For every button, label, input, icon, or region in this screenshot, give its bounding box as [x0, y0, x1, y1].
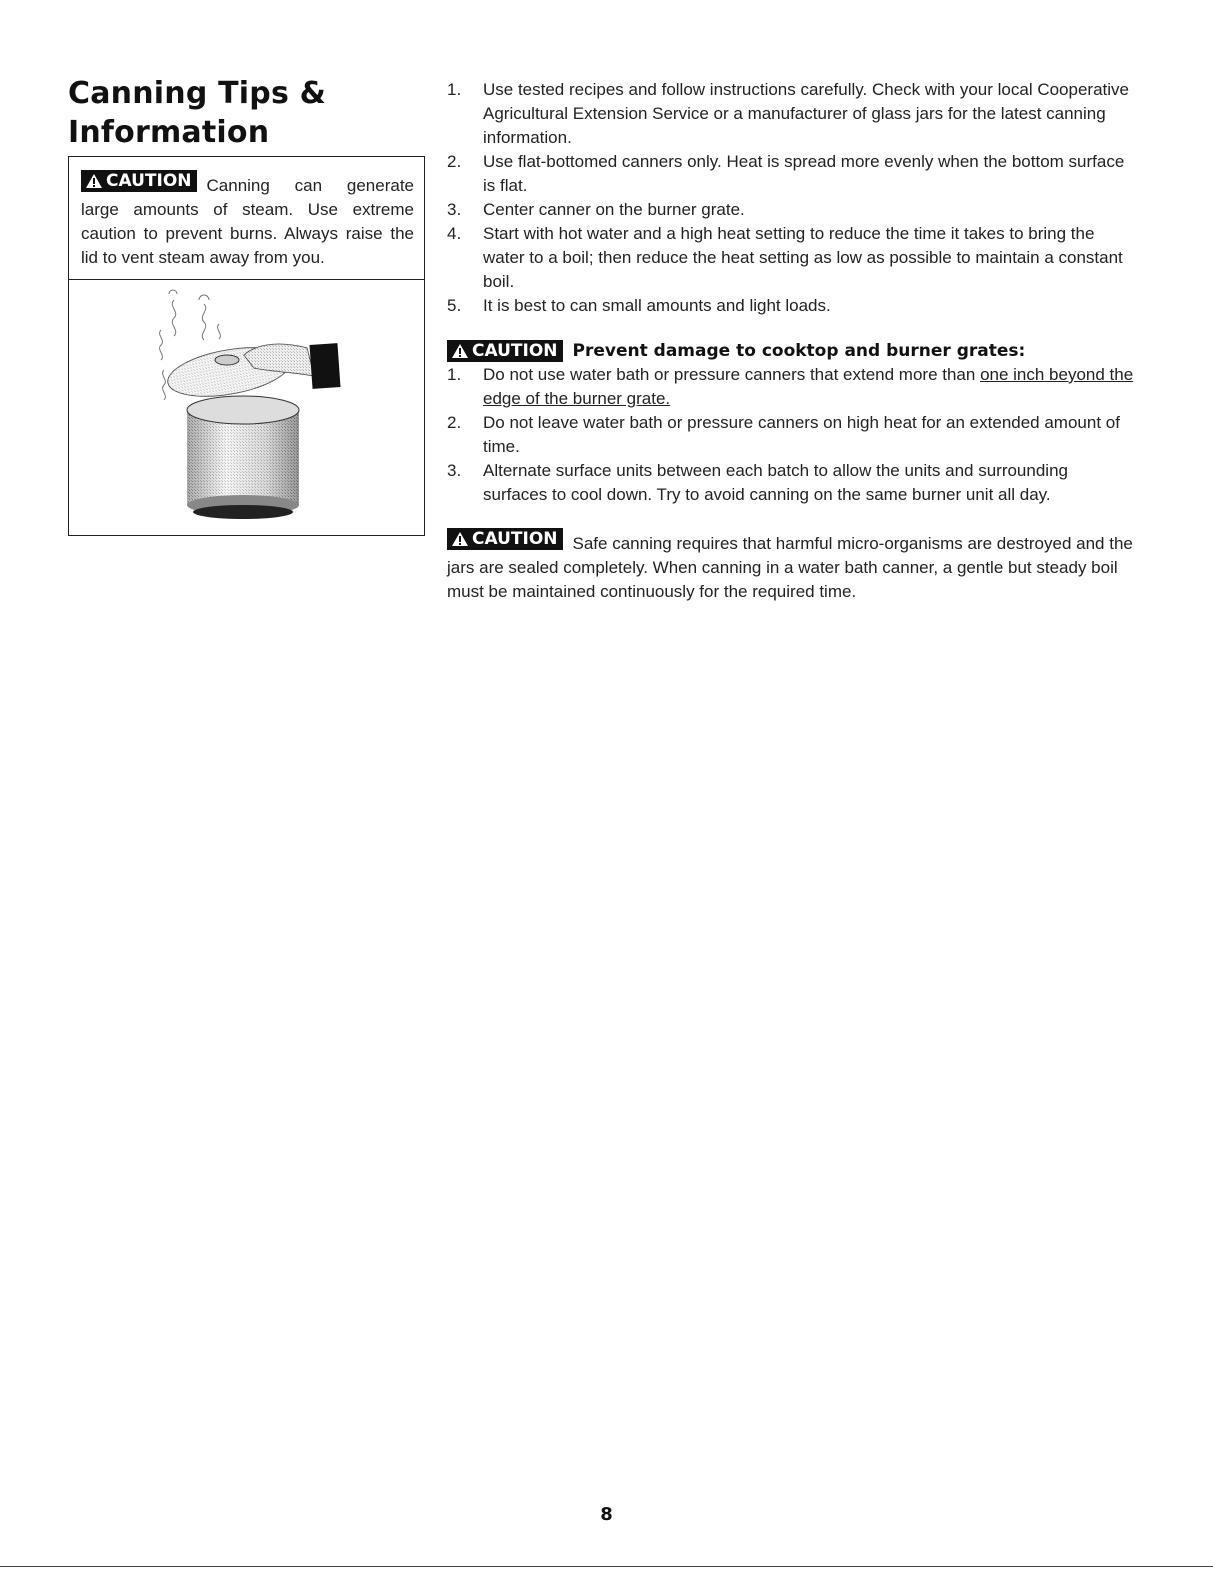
list-item — [447, 198, 1135, 222]
list-item-underlined-text: one inch beyond the edge of the burner grate. — [483, 365, 1134, 408]
list-item-number: 2. — [447, 152, 462, 171]
list-item-text: Do not leave water bath or pressure canners on high heat for an extended amount of time. — [483, 413, 1120, 456]
instructions-column — [447, 78, 1135, 604]
list-item — [447, 411, 1135, 459]
list-item — [447, 459, 1135, 507]
warning-triangle-icon — [85, 173, 103, 189]
list-item — [447, 294, 1135, 318]
caution-badge-label: CAUTION — [472, 529, 558, 549]
list-item-number: 5. — [447, 296, 462, 315]
list-item-number: 1. — [447, 365, 462, 384]
caution-badge-label: CAUTION — [106, 171, 192, 191]
caution-badge — [447, 528, 563, 550]
page-title-line-1: Canning Tips & — [68, 76, 327, 111]
damage-caution-heading — [447, 339, 1135, 363]
list-item-text: Alternate surface units between each batch to allow the units and surrounding surfaces to cool down. Try to avoid canning on the same burner unit all day. — [483, 461, 1068, 504]
damage-caution-heading-text: Prevent damage to cooktop and burner grates: — [572, 341, 1026, 361]
warning-triangle-icon — [451, 343, 469, 359]
steam-caution-box — [68, 156, 425, 536]
final-caution-text: Safe canning requires that harmful micro-organisms are destroyed and the jars are sealed completely. When canning in a water bath canner, a gentle but steady boil must be maintained continuously for the required time. — [447, 534, 1133, 601]
list-item-text: Center canner on the burner grate. — [483, 200, 745, 219]
list-item-number: 3. — [447, 200, 462, 219]
steam-caution-text: Canning can generate large amounts of steam. Use extreme caution to prevent burns. Always raise the lid to vent steam away from you. — [81, 176, 414, 267]
steaming-canner-illustration — [69, 280, 423, 535]
list-item — [447, 150, 1135, 198]
bottom-rule — [0, 1566, 1213, 1567]
warning-triangle-icon — [451, 531, 469, 547]
list-item-text: It is best to can small amounts and light loads. — [483, 296, 831, 315]
list-item-number: 2. — [447, 413, 462, 432]
damage-caution-list — [447, 363, 1135, 507]
caution-badge — [447, 340, 563, 362]
list-item-text: Use tested recipes and follow instructions carefully. Check with your local Cooperative Agricultural Extension Service or a manufacturer of glass jars for the latest canning information. — [483, 80, 1129, 147]
page-title-line-2: Information — [68, 115, 270, 150]
page-number: 8 — [600, 1504, 613, 1525]
list-item-number: 1. — [447, 80, 462, 99]
list-item-number: 3. — [447, 461, 462, 480]
caution-badge — [81, 170, 197, 192]
list-item-text: Start with hot water and a high heat setting to reduce the time it takes to bring the water to a boil; then reduce the heat setting as low as possible to maintain a constant boil. — [483, 224, 1123, 291]
list-item — [447, 78, 1135, 150]
final-caution-paragraph — [447, 528, 1135, 604]
steam-caution-text-block — [69, 157, 424, 280]
list-item-text: Do not use water bath or pressure canners that extend more than — [483, 365, 981, 384]
list-item-text: Use flat-bottomed canners only. Heat is spread more evenly when the bottom surface is flat. — [483, 152, 1125, 195]
page-title — [68, 74, 326, 152]
caution-badge-label: CAUTION — [472, 341, 558, 361]
canning-steps-list — [447, 78, 1135, 318]
list-item — [447, 222, 1135, 294]
list-item — [447, 363, 1135, 411]
list-item-number: 4. — [447, 224, 462, 243]
